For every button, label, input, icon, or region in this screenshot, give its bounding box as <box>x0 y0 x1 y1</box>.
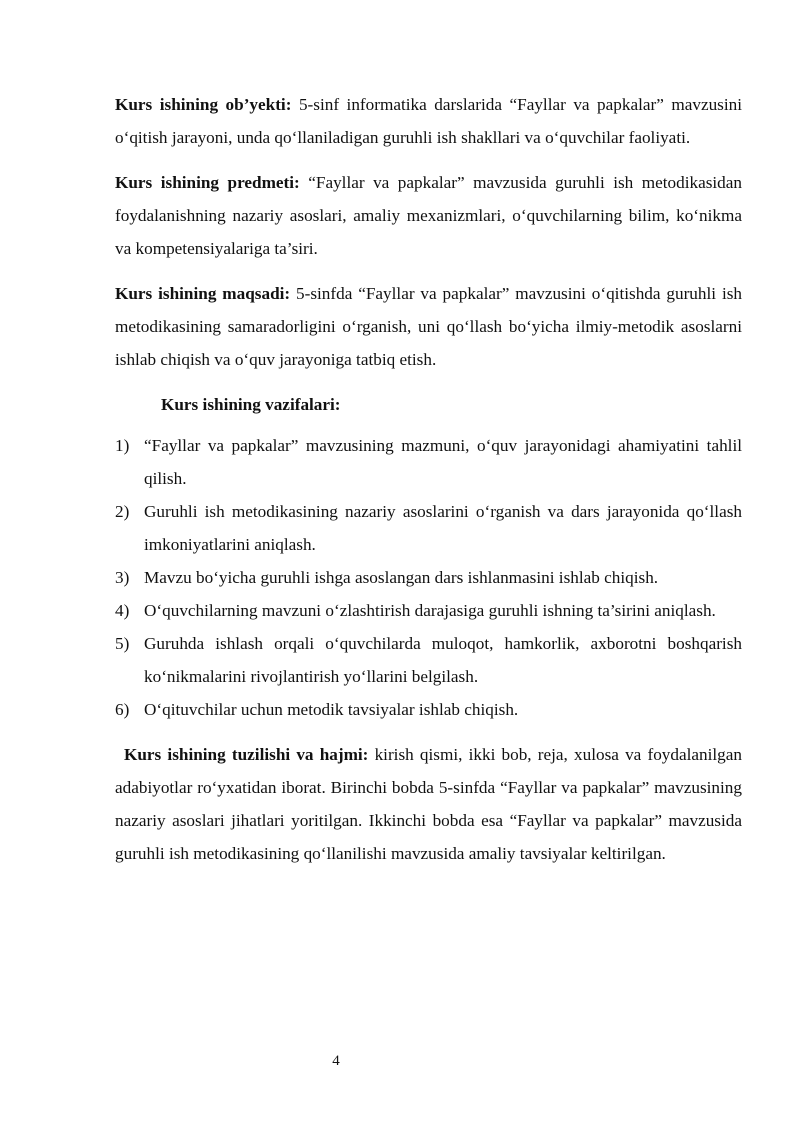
list-item <box>115 495 742 561</box>
list-item-number: 5) <box>115 634 130 653</box>
goal-paragraph <box>115 277 742 376</box>
goal-label: Kurs ishining maqsadi: <box>115 284 291 303</box>
list-item-text: Guruhli ish metodikasining nazariy asoslarini o‘rganish va dars jarayonida qo‘llash imkoniyatlarini aniqlash. <box>144 502 742 554</box>
structure-label: Kurs ishining tuzilishi va hajmi: <box>124 745 369 764</box>
list-item-number: 4) <box>115 601 130 620</box>
list-item <box>115 429 742 495</box>
goal-text: 5-sinfda “Fayllar va papkalar” mavzusini o‘qitishda guruhli ish metodikasining samaradorligini o‘rganish, uni qo‘llash bo‘yicha ilmiy-metodik asoslarni ishlab chiqish va o‘quv jarayoniga tatbiq etish. <box>115 284 742 369</box>
list-item-text: “Fayllar va papkalar” mavzusining mazmuni, o‘quv jarayonidagi ahamiyatini tahlil qilish. <box>144 436 742 488</box>
list-item-text: Mavzu bo‘yicha guruhli ishga asoslangan dars ishlanmasini ishlab chiqish. <box>144 568 659 587</box>
tasks-list <box>115 429 742 726</box>
subject-paragraph <box>115 166 742 265</box>
list-item-number: 3) <box>115 568 130 587</box>
document-body <box>115 88 742 870</box>
list-item-text: O‘quvchilarning mavzuni o‘zlashtirish darajasiga guruhli ishning ta’sirini aniqlash. <box>144 601 716 620</box>
list-item <box>115 693 742 726</box>
list-item-text: Guruhda ishlash orqali o‘quvchilarda muloqot, hamkorlik, axborotni boshqarish ko‘nikmalarini rivojlantirish yo‘llarini belgilash. <box>144 634 742 686</box>
list-item <box>115 594 742 627</box>
list-item <box>115 627 742 693</box>
object-label: Kurs ishining ob’yekti: <box>115 95 292 114</box>
list-item <box>115 561 742 594</box>
object-text: 5-sinf informatika darslarida “Fayllar va papkalar” mavzusini o‘qitish jarayoni, unda qo‘llaniladigan guruhli ish shakllari va o‘quvchilar faoliyati. <box>115 95 743 147</box>
structure-text: kirish qismi, ikki bob, reja, xulosa va foydalanilgan adabiyotlar ro‘yxatidan iborat. Birinchi bobda 5-sinfda “Fayllar va papkalar” mavzusining nazariy asoslari jihatlari yoritilgan. Ikkinchi bobda esa “Fayllar va papkalar” mavzusida guruhli ish metodikasining qo‘llanilishi mavzusida amaliy tavsiyalar keltirilgan. <box>115 745 742 863</box>
list-item-text: O‘qituvchilar uchun metodik tavsiyalar ishlab chiqish. <box>144 700 519 719</box>
page-number: 4 <box>332 1053 340 1069</box>
structure-paragraph <box>115 738 742 870</box>
subject-text: “Fayllar va papkalar” mavzusida guruhli ish metodikasidan foydalanishning nazariy asoslari, amaliy mexanizmlari, o‘quvchilarning bilim, ko‘nikma va kompetensiyalariga ta’siri. <box>115 173 743 258</box>
subject-label: Kurs ishining predmeti: <box>115 173 300 192</box>
list-item-number: 2) <box>115 502 130 521</box>
list-item-number: 6) <box>115 700 130 719</box>
list-item-number: 1) <box>115 436 130 455</box>
object-paragraph <box>115 88 742 154</box>
tasks-heading: Kurs ishining vazifalari: <box>161 395 341 414</box>
